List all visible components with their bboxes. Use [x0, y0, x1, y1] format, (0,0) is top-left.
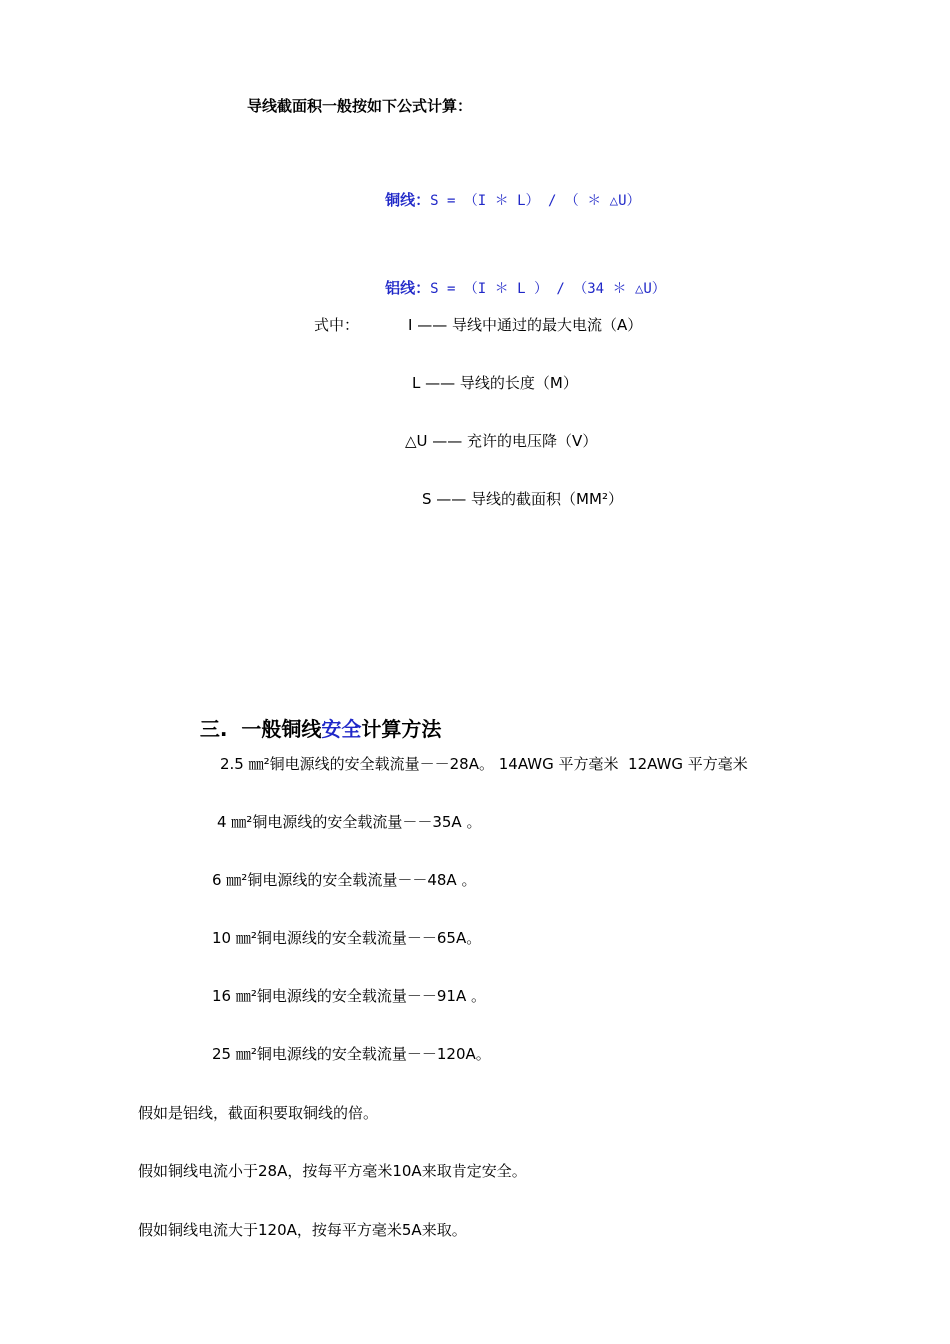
variable-definition-cross-section: S —— 导线的截面积（MM²）: [422, 490, 623, 508]
capacity-line-16: 16 ㎜²铜电源线的安全载流量－－91A 。: [212, 987, 486, 1005]
copper-formula: [366, 170, 641, 231]
section-title-highlight: 安全: [321, 717, 362, 741]
capacity-line-4: 4 ㎜²铜电源线的安全载流量－－35A 。: [217, 813, 482, 831]
variable-definition-current: I —— 导线中通过的最大电流（A）: [408, 316, 643, 334]
note-aluminum: 假如是铝线，截面积要取铜线的倍。: [138, 1104, 379, 1122]
note-high-current: 假如铜线电流大于120A，按每平方毫米5A来取。: [138, 1221, 467, 1239]
copper-expression: S = （I ＊ L） / （ ＊ △U）: [430, 193, 641, 209]
intro-text: 导线截面积一般按如下公式计算：: [247, 97, 473, 115]
aluminum-label: 铝线：: [385, 279, 431, 297]
section-number: 三.: [199, 717, 228, 741]
capacity-line-6: 6 ㎜²铜电源线的安全载流量－－48A 。: [212, 871, 477, 889]
variable-definition-length: L —— 导线的长度（M）: [412, 374, 578, 392]
capacity-line-2-5: 2.5 ㎜²铜电源线的安全载流量－－28A。 14AWG 平方毫米 12AWG 平方毫米: [220, 755, 748, 773]
capacity-line-25: 25 ㎜²铜电源线的安全载流量－－120A。: [212, 1045, 491, 1063]
capacity-line-10: 10 ㎜²铜电源线的安全载流量－－65A。: [212, 929, 482, 947]
section-title-start: 一般铜线: [241, 717, 322, 741]
section-title-end: 计算方法: [361, 717, 442, 741]
note-low-current: 假如铜线电流小于28A，按每平方毫米10A来取肯定安全。: [138, 1162, 527, 1180]
copper-label: 铜线：: [385, 191, 431, 209]
aluminum-expression: S = （I ＊ L ） / （34 ＊ △U）: [430, 281, 666, 297]
variable-definition-voltage-drop: △U —— 充许的电压降（V）: [405, 432, 598, 450]
where-label: 式中：: [314, 316, 360, 334]
aluminum-formula: [366, 258, 666, 319]
